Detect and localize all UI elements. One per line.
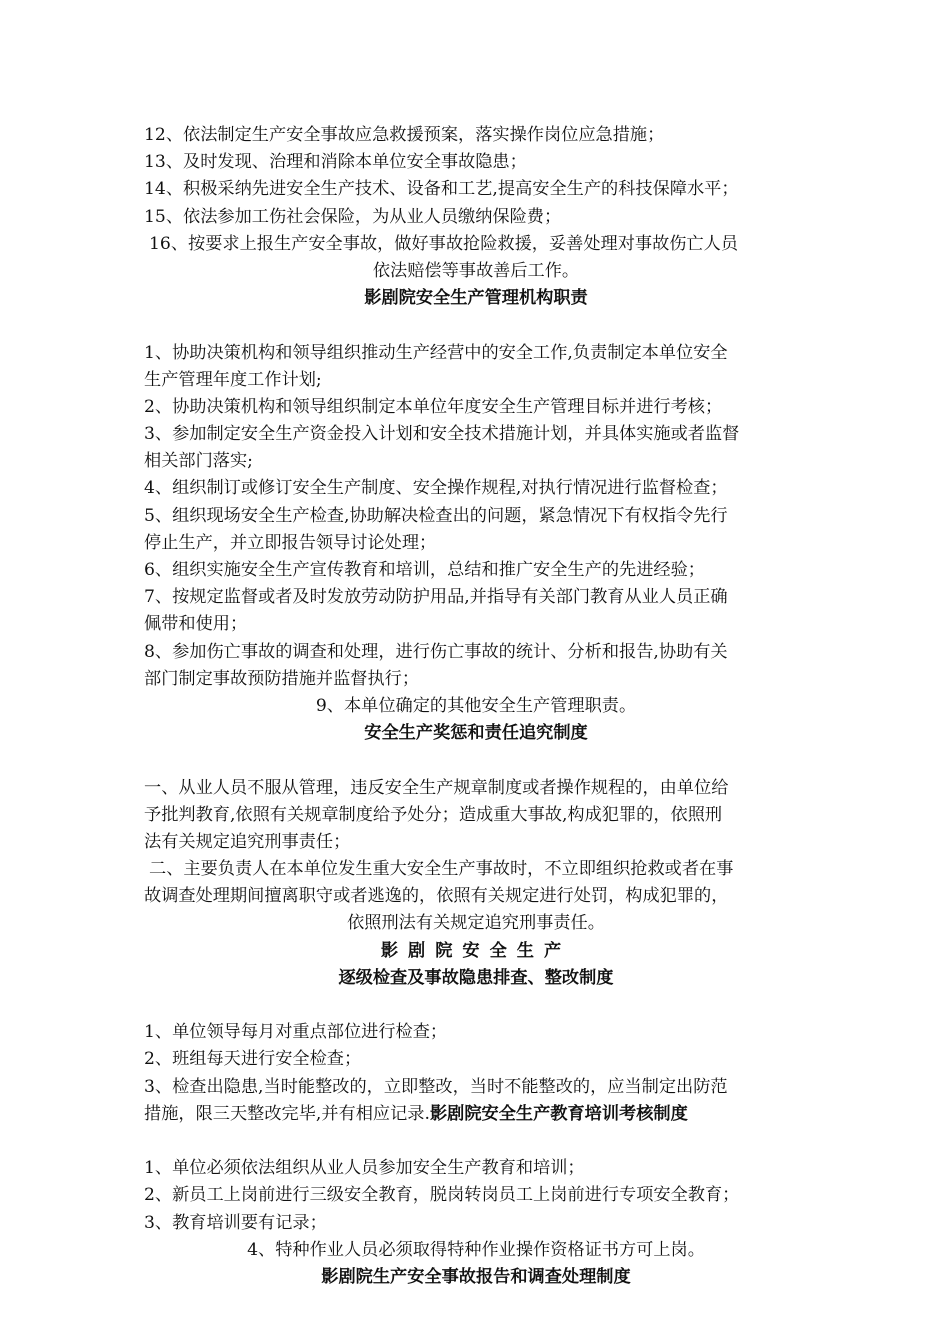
blank-line — [144, 747, 808, 774]
list-item: 4、特种作业人员必须取得特种作业操作资格证书方可上岗。 — [247, 1239, 705, 1260]
list-item-continuation: 生产管理年度工作计划; — [144, 369, 322, 390]
list-item: 1、单位领导每月对重点部位进行检查； — [144, 1022, 448, 1043]
list-item: 5、组织现场安全生产检查,协助解决检查出的问题，紧急情况下有权指令先行 — [144, 505, 728, 526]
list-item: 3、参加制定安全生产资金投入计划和安全技术措施计划，并具体实施或者监督 — [144, 424, 740, 445]
list-item-continuation: 部门制定事故预防措施并监督执行； — [144, 668, 420, 689]
list-item: 1、协助决策机构和领导组织推动生产经营中的安全工作,负责制定本单位安全 — [144, 342, 728, 363]
list-item-continuation: 予批判教育,依照有关规章制度给予处分；造成重大事故,构成犯罪的，依照刑 — [144, 804, 723, 825]
list-item: 16、按要求上报生产安全事故，做好事故抢险救援，妥善处理对事故伤亡人员 — [149, 233, 739, 254]
blank-line — [144, 1128, 808, 1155]
section-heading: 影剧院安全生产 — [380, 940, 572, 961]
list-item: 1、单位必须依法组织从业人员参加安全生产教育和培训； — [144, 1158, 585, 1179]
list-item-continuation: 相关部门落实; — [144, 451, 253, 472]
list-item-continuation: 措施，限三天整改完毕,并有相应记录. — [144, 1103, 430, 1124]
list-item: 6、组织实施安全生产宣传教育和培训，总结和推广安全生产的先进经验； — [144, 560, 705, 580]
section-heading: 影剧院安全生产教育培训考核制度 — [429, 1103, 688, 1124]
list-item: 14、积极采纳先进安全生产技术、设备和工艺,提高安全生产的科技保障水平； — [144, 179, 739, 200]
list-item-continuation: 法有关规定追究刑事责任； — [144, 831, 351, 852]
blank-line — [144, 992, 808, 1019]
list-item: 3、教育培训要有记录； — [144, 1212, 327, 1233]
list-item: 2、班组每天进行安全检查； — [144, 1049, 362, 1070]
list-item: 13、及时发现、治理和消除本单位安全事故隐患； — [144, 152, 527, 173]
list-item-continuation: 故调查处理期间擅离职守或者逃逸的，依照有关规定进行处罚，构成犯罪的， — [144, 886, 729, 907]
document-body — [144, 122, 808, 1291]
list-item: 15、依法参加工伤社会保险，为从业人员缴纳保险费； — [144, 206, 562, 227]
list-item-continuation: 依照刑法有关规定追究刑事责任。 — [347, 913, 605, 934]
list-item: 12、依法制定生产安全事故应急救援预案，落实操作岗位应急措施； — [144, 125, 665, 145]
section-subheading: 逐级检查及事故隐患排查、整改制度 — [338, 967, 614, 988]
blank-line — [144, 312, 808, 339]
section-heading: 影剧院生产安全事故报告和调查处理制度 — [321, 1266, 631, 1287]
section-heading: 安全生产奖惩和责任追究制度 — [364, 723, 588, 744]
mixed-line — [144, 1101, 808, 1128]
list-item: 8、参加伤亡事故的调查和处理，进行伤亡事故的统计、分析和报告,协助有关 — [144, 641, 728, 662]
list-item-continuation: 依法赔偿等事故善后工作。 — [372, 260, 580, 281]
list-item-continuation: 停止生产，并立即报告领导讨论处理； — [144, 532, 437, 553]
list-item: 2、协助决策机构和领导组织制定本单位年度安全生产管理目标并进行考核； — [144, 396, 723, 417]
list-item: 2、新员工上岗前进行三级安全教育，脱岗转岗员工上岗前进行专项安全教育； — [144, 1185, 740, 1206]
list-item: 7、按规定监督或者及时发放劳动防护用品,并指导有关部门教育从业人员正确 — [144, 587, 728, 608]
list-item-continuation: 佩带和使用； — [144, 614, 248, 635]
list-item: 9、本单位确定的其他安全生产管理职责。 — [315, 695, 637, 716]
section-heading: 影剧院安全生产管理机构职责 — [364, 288, 588, 309]
list-item: 3、检查出隐患,当时能整改的，立即整改，当时不能整改的，应当制定出防范 — [144, 1076, 728, 1097]
list-item: 4、组织制订或修订安全生产制度、安全操作规程,对执行情况进行监督检查； — [144, 478, 728, 499]
list-item: 二、主要负责人在本单位发生重大安全生产事故时，不立即组织抢救或者在事 — [149, 859, 734, 880]
list-item: 一、从业人员不服从管理，违反安全生产规章制度或者操作规程的，由单位给 — [144, 777, 729, 798]
